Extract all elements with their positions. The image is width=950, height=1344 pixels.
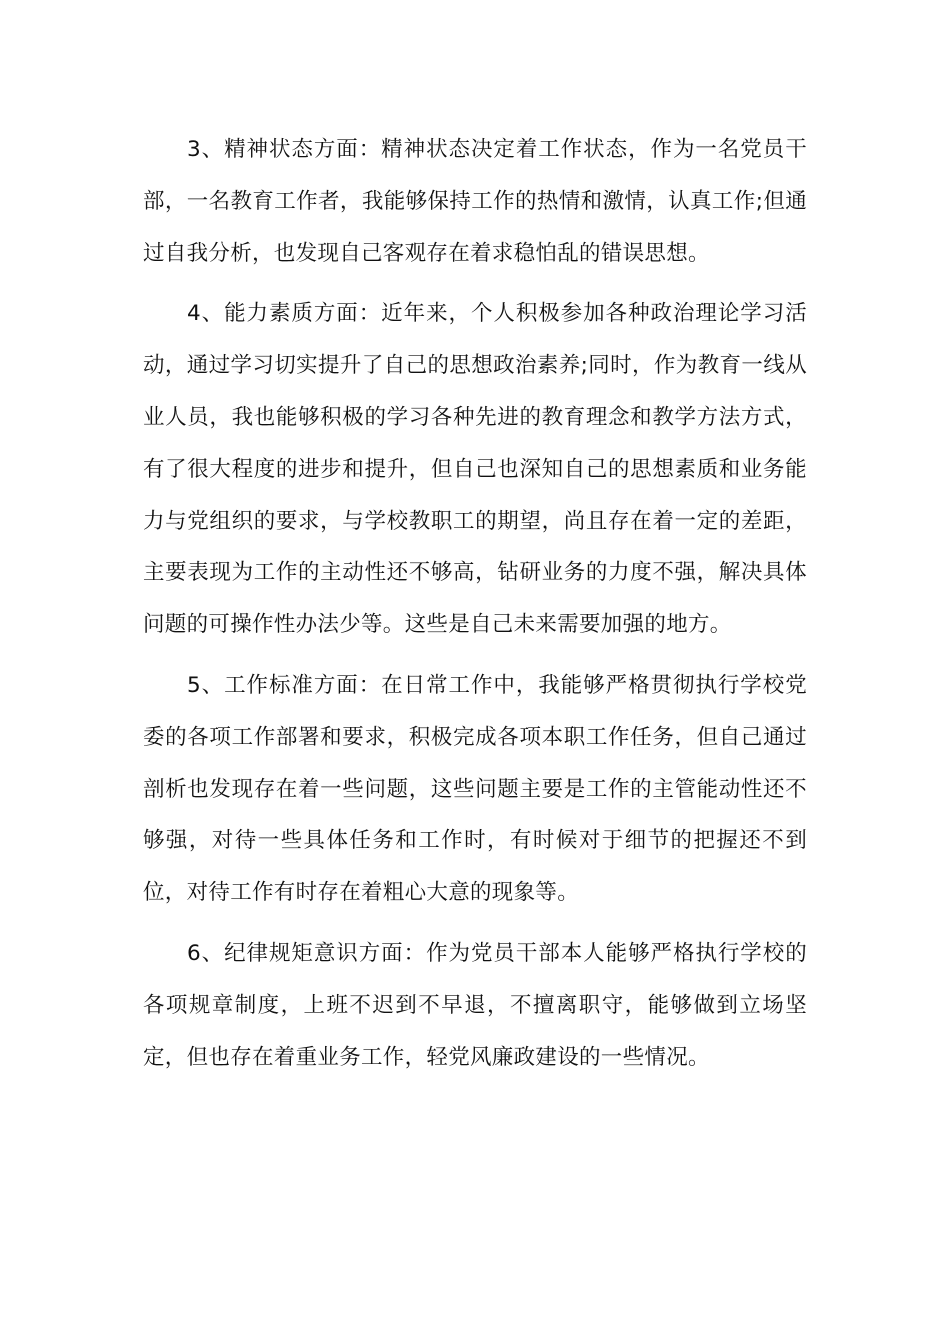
paragraph-work-standard: 5、工作标准方面：在日常工作中，我能够严格贯彻执行学校党委的各项工作部署和要求，积极完成各项本职工作任务，但自己通过剖析也发现存在着一些问题，这些问题主要是工作的主管能动性还不够强，对待一些具体任务和工作时，有时候对于细节的把握还不到位，对待工作有时存在着粗心大意的现象等。	[143, 672, 807, 906]
document-body	[143, 124, 807, 1092]
paragraph-ability-quality: 4、能力素质方面：近年来，个人积极参加各种政治理论学习活动，通过学习切实提升了自己的思想政治素养;同时，作为教育一线从业人员，我也能够积极的学习各种先进的教育理念和教学方法方式，有了很大程度的进步和提升，但自己也深知自己的思想素质和业务能力与党组织的要求，与学校教职工的期望，尚且存在着一定的差距，主要表现为工作的主动性还不够高，钻研业务的力度不强，解决具体问题的可操作性办法少等。这些是自己未来需要加强的地方。	[143, 301, 807, 638]
paragraph-mental-state: 3、精神状态方面：精神状态决定着工作状态，作为一名党员干部，一名教育工作者，我能够保持工作的热情和激情，认真工作;但通过自我分析，也发现自己客观存在着求稳怕乱的错误思想。	[143, 137, 807, 266]
paragraph-discipline-awareness: 6、纪律规矩意识方面：作为党员干部本人能够严格执行学校的各项规章制度，上班不迟到不早退，不擅离职守，能够做到立场坚定，但也存在着重业务工作，轻党风廉政建设的一些情况。	[143, 940, 807, 1070]
